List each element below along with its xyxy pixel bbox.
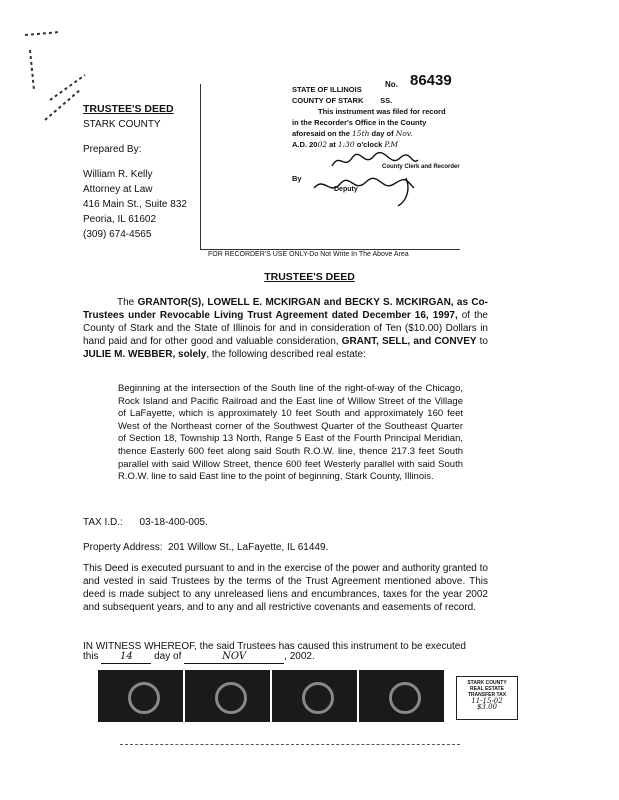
- preparer-city: Peoria, IL 61602: [83, 214, 157, 225]
- filed-day: 15th: [352, 129, 370, 138]
- grant-p3: to: [476, 336, 488, 347]
- property-address-label: Property Address:: [83, 542, 163, 553]
- office-line: in the Recorder's Office in the County: [292, 118, 427, 127]
- header-title: TRUSTEE'S DEED: [83, 103, 174, 115]
- preparer-block: [83, 102, 187, 242]
- prepared-by-label: Prepared By:: [83, 144, 142, 155]
- by-label: By: [292, 174, 302, 183]
- witness-date-line: [83, 650, 488, 664]
- oclock-label: o'clock: [356, 140, 383, 149]
- grantee: JULIE M. WEBBER, solely: [83, 349, 207, 360]
- filed-time: 1:30: [337, 140, 355, 149]
- transfer-tax-stamp: [456, 676, 518, 720]
- document-number: 86439: [410, 72, 452, 89]
- deputy-label: Deputy: [334, 186, 358, 193]
- filed-year: 02: [317, 140, 327, 149]
- preparer-address: 416 Main St., Suite 832: [83, 199, 187, 210]
- tax-stamp-amount: $3.00: [476, 703, 498, 711]
- header-divider-vertical: [200, 84, 201, 250]
- filed-line: This instrument was filed for record: [318, 107, 446, 116]
- preparer-title: Attorney at Law: [83, 184, 153, 195]
- deed-title: TRUSTEE'S DEED: [264, 271, 355, 283]
- stamp-seal-icon: [215, 682, 247, 714]
- revenue-stamp: [272, 670, 357, 722]
- header-county: STARK COUNTY: [83, 119, 161, 130]
- clerk-title: County Clerk and Recorder: [382, 164, 460, 170]
- witness-day: 14: [101, 650, 151, 664]
- clerk-signature: [330, 150, 420, 172]
- ad-label: A.D. 20: [292, 140, 318, 149]
- day-of-label: day of: [371, 129, 394, 138]
- tax-stamp-real-estate: REAL ESTATE: [470, 686, 504, 692]
- grant-p2: of the County of Stark and the State of Illinois for and in consideration of Ten ($10.00) Dollars in hand paid and for other good and valuable consideration,: [83, 310, 488, 347]
- tax-id-label: TAX I.D.:: [83, 517, 123, 528]
- bottom-rule: [120, 744, 460, 746]
- recorders-use-notice: FOR RECORDER'S USE ONLY-Do Not Write In The Above Area: [208, 251, 409, 258]
- witness-month: NOV: [184, 650, 284, 664]
- tax-id-value: 03-18-400-005.: [139, 517, 208, 528]
- witness-day-of-label: day of: [154, 651, 182, 662]
- grantors: GRANTOR(S), LOWELL E. MCKIRGAN and BECKY S. MCKIRGAN, as Co-Trustees under Revocable Living Trust Agreement dated December 16, 1997,: [83, 297, 488, 321]
- revenue-stamp: [98, 670, 183, 722]
- revenue-stamp: [359, 670, 444, 722]
- preparer-phone: (309) 674-4565: [83, 229, 152, 240]
- stamp-seal-icon: [389, 682, 421, 714]
- tax-stamp-county: STARK COUNTY: [467, 680, 507, 686]
- aforesaid-label: aforesaid on the: [292, 129, 350, 138]
- at-label: at: [329, 140, 336, 149]
- header-divider-horizontal: [200, 249, 460, 250]
- legal-description: Beginning at the intersection of the South line of the right-of-way of the Chicago, Rock Island and Pacific Railroad and the East line of Willow Street of the Village of LaFayette, which is approximately 10 feet South and approximately 160 feet West of the Northeast corner of the Southwest Quarter of the Southeast Quarter of Section 18, Township 13 North, Range 5 East of the Fourth Principal Meridian, thence Easterly 600 feet along said South R.O.W. line, thence 217.3 feet South parallel with said Willow Street, thence 600 feet Westerly parallel with said South R.O.W. line to said East line to the point of beginning, Stark County, Illinois.: [118, 383, 463, 483]
- deputy-signature: [310, 174, 420, 208]
- grant-verbs: GRANT, SELL, and CONVEY: [341, 336, 477, 347]
- revenue-stamp: [185, 670, 270, 722]
- tax-stamp-date: 11-15-02: [471, 697, 503, 705]
- tax-id-line: [83, 516, 488, 529]
- filed-pm: P.M: [384, 140, 399, 149]
- witness-year: , 2002.: [284, 651, 315, 662]
- tax-stamp-transfer: TRANSFER TAX: [467, 692, 507, 698]
- grant-p1: The: [117, 297, 138, 308]
- ss-label: SS.: [380, 96, 393, 105]
- property-address-value: 201 Willow St., LaFayette, IL 61449.: [168, 542, 329, 553]
- stamp-seal-icon: [302, 682, 334, 714]
- property-address-line: [83, 541, 488, 554]
- number-label: No.: [385, 80, 398, 89]
- witness-line: IN WITNESS WHEREOF, the said Trustees has caused this instrument to be executed: [83, 641, 466, 652]
- county-line: COUNTY OF STARK: [292, 96, 364, 105]
- stamp-seal-icon: [128, 682, 160, 714]
- grant-p4: , the following described real estate:: [206, 349, 366, 360]
- grant-paragraph: [83, 296, 488, 361]
- witness-this-label: this: [83, 651, 99, 662]
- state-line: STATE OF ILLINOIS: [292, 85, 362, 94]
- corner-stamp-mark: [20, 30, 90, 130]
- execution-paragraph: This Deed is executed pursuant to and in the exercise of the power and authority granted to and vested in said Trustees by the terms of the Trust Agreement mentioned above. This deed is made subject to any unreleased liens and encumbrances, taxes for the year 2002 and subsequent years, and to any and all restrictive covenants and easements of record.: [83, 563, 488, 613]
- filed-month: Nov.: [395, 129, 413, 138]
- preparer-name: William R. Kelly: [83, 169, 153, 180]
